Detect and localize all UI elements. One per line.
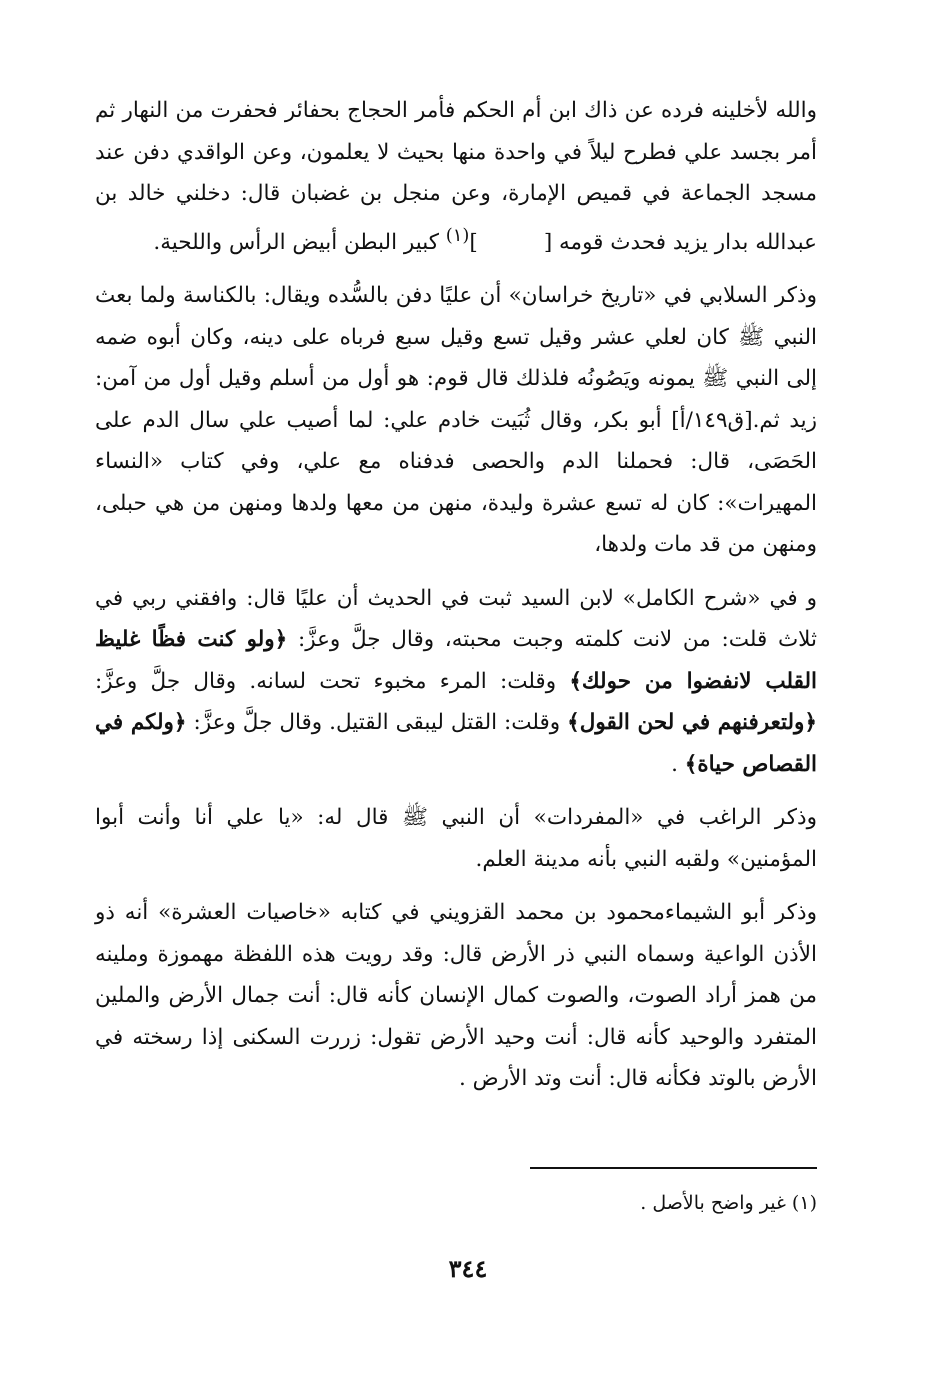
- footnote-marker: (١): [445, 224, 470, 246]
- footnote-separator: [530, 1167, 817, 1169]
- quran-verse-1: ﴿ولو كنت فظًا غليظ القلب لانفضوا من حولك﴾: [95, 627, 817, 694]
- main-text: [95, 90, 817, 1100]
- paragraph-2: وذكر السلابي في «تاريخ خراسان» أن عليًا دفن بالسُّده ويقال: بالكناسة ولما بعث النبي ﷺ كان لعلي عشر وقيل تسع وقيل سبع فرباه على دينه، وكان أبوه ضمه إلى النبي ﷺ يمونه ويَصُونُه فلذلك قال قوم: هو أول من أسلم وقيل أول من آمن: زيد ثم.[ق١٤٩/أ] أبو بكر، وقال ثُبَيت خادم علي: لما أصيب علي سال الدم على الحَصَى، قال: فحملنا الدم والحصى فدفناه مع علي، وفي كتاب «النساء المهيرات»: كان له تسع عشرة وليدة، منهن من معها ولدها ومنهن من هي حبلى، ومنهن من قد مات ولدها،: [95, 283, 817, 558]
- paragraph-3-text-1: و في «شرح الكامل» لابن السيد ثبت في الحديث أن عليًا قال: وافقني ربي في ثلاث قلت: من لانت كلمته وجبت محبته، وقال جلَّ وعزَّ:: [95, 585, 817, 653]
- paragraph-4: وذكر الراغب في «المفردات» أن النبي ﷺ قال له: «يا علي أنا وأنت أبوا المؤمنين» ولقبه النبي بأنه مدينة العلم.: [95, 805, 817, 872]
- paragraph-3: [95, 578, 817, 786]
- quran-verse-3: ﴿ولكم في القصاص حياة﴾: [95, 710, 817, 777]
- paragraph-1: [95, 90, 817, 263]
- quran-verse-2: ﴿ولتعرفنهم في لحن القول﴾: [567, 710, 817, 736]
- paragraph-1-tail: كبير البطن أبيض الرأس واللحية.: [153, 229, 446, 255]
- page-number: ٣٤٤: [448, 1254, 488, 1283]
- paragraph-3-tail: .: [671, 751, 685, 777]
- paragraph-1-text: والله لأخلينه فرده عن ذاك ابن أم الحكم فأمر الحجاج بحفائر فحفرت من النهار ثم أمر بجسد علي فطرح ليلاً في واحدة منها بحيث لا يعلمون، وعن الواقدي دفن عند مسجد الجماعة في قميص الإمارة، وعن منجل بن غضبان قال: دخلني خالد بن عبدالله بدار يزيد فحدث قومه [: [95, 98, 817, 255]
- paragraph-3-text-2: وقلت: المرء مخبوء تحت لسانه. وقال جلَّ وعزَّ:: [95, 668, 570, 694]
- paragraph-3-text-3: وقلت: القتل ليبقى القتيل. وقال جلَّ وعزَّ:: [186, 710, 568, 736]
- closing-bracket: ]: [469, 229, 478, 255]
- paragraph-5: وذكر أبو الشيماءمحمود بن محمد القزويني في كتابه «خاصيات العشرة» أنه ذو الأذن الواعية وسماه النبي ذر الأرض قال: وقد رويت هذه اللفظة مهموزة وملينه من همز أراد الصوت، والصوت كمال الإنسان كأنه قال: أنت جمال الأرض والملين المتفرد والوحيد كأنه قال: أنت وحيد الأرض تقول: زررت السكنى إذا رسخته في الأرض بالوتد فكأنه قال: أنت وتد الأرض .: [95, 900, 817, 1092]
- footnote: (١) غير واضح بالأصل .: [640, 1192, 817, 1214]
